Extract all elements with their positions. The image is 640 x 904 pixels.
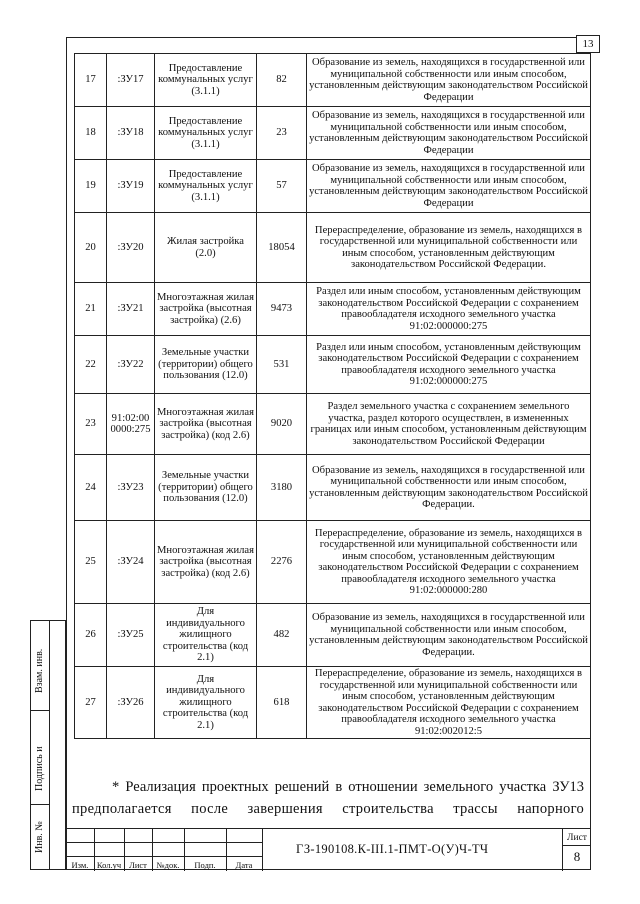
formation-method-cell: Образование из земель, находящихся в государственной или муниципальной собственности или иным способом, установленным действующим законодательством Российской Федерации. xyxy=(307,455,591,521)
row-number-cell: 25 xyxy=(75,521,107,604)
table-row xyxy=(75,336,591,394)
formation-method-cell: Раздел или иным способом, установленным действующим законодательством Российской Федерации с сохранением правообладателя исходного земельного участка 91:02:000000:275 xyxy=(307,283,591,336)
permitted-use-cell: Для индивидуального жилищного строительства (код 2.1) xyxy=(155,667,257,739)
plot-id-cell: :ЗУ19 xyxy=(107,160,155,213)
area-cell: 23 xyxy=(257,107,307,160)
inv-cell xyxy=(31,805,49,869)
revision-grid xyxy=(66,829,262,871)
area-cell: 3180 xyxy=(257,455,307,521)
plot-id-cell: 91:02:00 0000:275 xyxy=(107,394,155,455)
permitted-use-cell: Многоэтажная жилая застройка (высотная застройка) (код 2.6) xyxy=(155,521,257,604)
podpis-label: Подпись и xyxy=(34,746,45,791)
plot-id-cell: :ЗУ26 xyxy=(107,667,155,739)
plot-id-cell: :ЗУ25 xyxy=(107,604,155,667)
row-number-cell: 21 xyxy=(75,283,107,336)
vzam-cell xyxy=(31,621,49,711)
plot-id-cell: :ЗУ20 xyxy=(107,213,155,283)
table-row xyxy=(75,107,591,160)
land-plots-table xyxy=(74,53,591,739)
row-number-cell: 27 xyxy=(75,667,107,739)
footnote xyxy=(72,776,584,820)
plot-id-cell: :ЗУ17 xyxy=(107,54,155,107)
permitted-use-cell: Многоэтажная жилая застройка (высотная застройка) (код 2.6) xyxy=(155,394,257,455)
permitted-use-cell: Многоэтажная жилая застройка (высотная застройка) (2.6) xyxy=(155,283,257,336)
formation-method-cell: Образование из земель, находящихся в государственной или муниципальной собственности или иным способом, установленным действующим законодательством Российской Федерации xyxy=(307,54,591,107)
formation-method-cell: Образование из земель, находящихся в государственной или муниципальной собственности или иным способом, установленным действующим законодательством Российской Федерации. xyxy=(307,604,591,667)
sheet-number: 8 xyxy=(573,849,581,864)
area-cell: 2276 xyxy=(257,521,307,604)
table-row xyxy=(75,160,591,213)
grid-line xyxy=(66,856,262,857)
formation-method-cell: Перераспределение, образование из земель, находящихся в государственной или муниципальной собственности или иным способом, установленным действующим законодательством Российской Федерации. xyxy=(307,213,591,283)
table-row xyxy=(75,455,591,521)
permitted-use-cell: Предоставление коммунальных услуг (3.1.1) xyxy=(155,160,257,213)
title-block xyxy=(66,828,591,871)
table-row xyxy=(75,283,591,336)
grid-line xyxy=(66,842,262,843)
row-number-cell: 26 xyxy=(75,604,107,667)
permitted-use-cell: Земельные участки (территории) общего пользования (12.0) xyxy=(155,336,257,394)
formation-method-cell: Образование из земель, находящихся в государственной или муниципальной собственности или иным способом, установленным действующим законодательством Российской Федерации xyxy=(307,107,591,160)
podpis-cell xyxy=(31,711,49,805)
formation-method-cell: Перераспределение, образование из земель, находящихся в государственной или муниципальной собственности или иным способом, установленным действующим законодательством Российской Федерации с сохранением правообладателя исходного земельного участка 91:02:000000:280 xyxy=(307,521,591,604)
footnote-line-2: предполагается после завершения строительства трассы напорного xyxy=(72,801,584,817)
formation-method-cell: Образование из земель, находящихся в государственной или муниципальной собственности или иным способом, установленным действующим законодательством Российской Федерации xyxy=(307,160,591,213)
row-number-cell: 19 xyxy=(75,160,107,213)
plot-id-cell: :ЗУ21 xyxy=(107,283,155,336)
plot-id-cell: :ЗУ22 xyxy=(107,336,155,394)
strip-divider xyxy=(49,621,50,869)
area-cell: 618 xyxy=(257,667,307,739)
area-cell: 9020 xyxy=(257,394,307,455)
row-number-cell: 23 xyxy=(75,394,107,455)
permitted-use-cell: Для индивидуального жилищного строительства (код 2.1) xyxy=(155,604,257,667)
stamp-label-kol: Кол.уч xyxy=(96,860,122,870)
permitted-use-cell: Предоставление коммунальных услуг (3.1.1) xyxy=(155,107,257,160)
formation-method-cell: Раздел земельного участка с сохранением земельного участка, раздел которого осуществлен, в измененных границах или иным способом, установленным действующим законодательством Российской Федерации xyxy=(307,394,591,455)
row-number-cell: 22 xyxy=(75,336,107,394)
table-row xyxy=(75,394,591,455)
inv-label: Инв. № xyxy=(34,821,45,853)
row-number-cell: 24 xyxy=(75,455,107,521)
stamp-label-ndok: №док. xyxy=(156,860,180,870)
area-cell: 18054 xyxy=(257,213,307,283)
area-cell: 9473 xyxy=(257,283,307,336)
page-number: 13 xyxy=(576,35,600,53)
area-cell: 482 xyxy=(257,604,307,667)
row-number-cell: 18 xyxy=(75,107,107,160)
permitted-use-cell: Жилая застройка (2.0) xyxy=(155,213,257,283)
stamp-label-podp: Подп. xyxy=(194,860,216,870)
footnote-line-1: * Реализация проектных решений в отношении земельного участка ЗУ13 xyxy=(112,779,584,795)
area-cell: 531 xyxy=(257,336,307,394)
plot-id-cell: :ЗУ23 xyxy=(107,455,155,521)
area-cell: 82 xyxy=(257,54,307,107)
row-number-cell: 20 xyxy=(75,213,107,283)
table-row xyxy=(75,667,591,739)
left-margin-stamp xyxy=(30,620,66,870)
area-cell: 57 xyxy=(257,160,307,213)
permitted-use-cell: Предоставление коммунальных услуг (3.1.1) xyxy=(155,54,257,107)
grid-line xyxy=(262,829,263,871)
table-row xyxy=(75,604,591,667)
stamp-label-list: Лист xyxy=(129,860,147,870)
table-row xyxy=(75,521,591,604)
table-row xyxy=(75,54,591,107)
formation-method-cell: Перераспределение, образование из земель, находящихся в государственной или муниципальной собственности или иным способом, установленным действующим законодательством Российской Федерации с сохранением правообладателя исходного земельного участка 91:02:002012:5 xyxy=(307,667,591,739)
stamp-label-izm: Изм. xyxy=(71,860,89,870)
vzam-label: Взам. инв. xyxy=(34,648,45,693)
document-number: ГЗ-190108.К-III.1-ПМТ-О(У)Ч-ТЧ xyxy=(296,842,489,856)
permitted-use-cell: Земельные участки (территории) общего пользования (12.0) xyxy=(155,455,257,521)
plot-id-cell: :ЗУ18 xyxy=(107,107,155,160)
sheet-box xyxy=(562,829,591,871)
plot-id-cell: :ЗУ24 xyxy=(107,521,155,604)
table-row xyxy=(75,213,591,283)
sheet-label: Лист xyxy=(563,831,591,846)
formation-method-cell: Раздел или иным способом, установленным действующим законодательством Российской Федерации с сохранением правообладателя исходного земельного участка 91:02:000000:275 xyxy=(307,336,591,394)
row-number-cell: 17 xyxy=(75,54,107,107)
stamp-label-data: Дата xyxy=(235,860,253,870)
